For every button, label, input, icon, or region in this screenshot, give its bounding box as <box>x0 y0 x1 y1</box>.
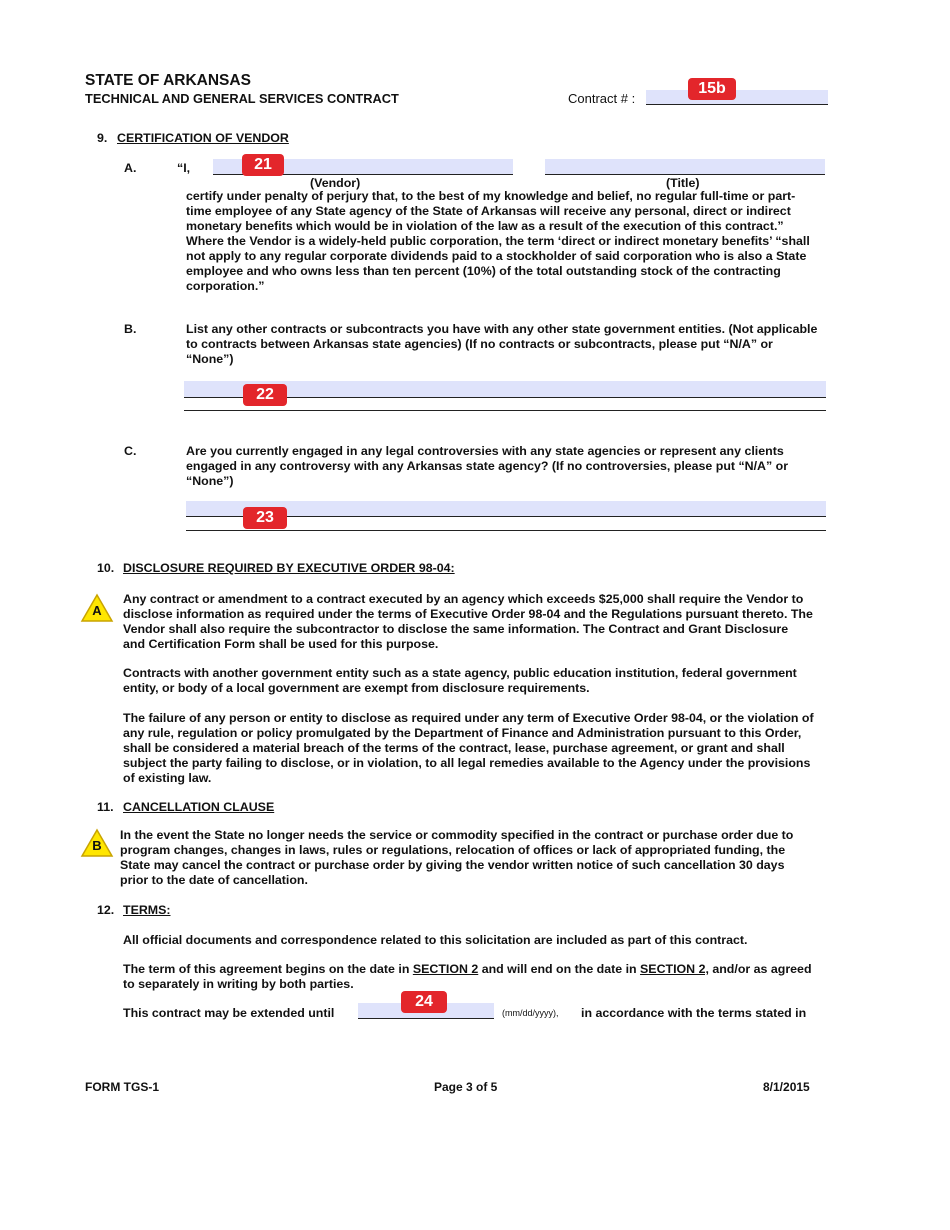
section-12-title: TERMS: <box>123 903 171 917</box>
warning-b-icon <box>80 828 114 858</box>
text-line: to contracts between Arkansas state agencies) (If no contracts or subcontracts, please put “N/A” or <box>186 337 773 351</box>
section-10-para-2 <box>123 666 845 696</box>
section-11-text <box>120 828 845 888</box>
text-line: List any other contracts or subcontracts you have with any other state government entities. (Not applicable <box>186 322 818 336</box>
text-line: of existing law. <box>123 771 212 785</box>
text-line: monetary benefits which would be in violation of the law as a result of the execution of this contract.” <box>186 219 784 233</box>
text-line: “None”) <box>186 474 234 488</box>
section-9-title: CERTIFICATION OF VENDOR <box>117 131 289 145</box>
section-10-para-3 <box>123 711 845 786</box>
section-2-ref: SECTION 2 <box>412 962 479 976</box>
text-line: engaged in any controversy with any Arkansas state agency? (If no controversies, please put “N/A” or <box>186 459 789 473</box>
text-run: The term of this agreement begins on the date in <box>123 962 413 976</box>
text-line: subject the party failing to disclose, or in violation, to all legal remedies available to the Agency under the provisions <box>123 756 811 770</box>
page-number: Page 3 of 5 <box>434 1080 498 1094</box>
text-line: “None”) <box>186 352 234 366</box>
form-id: FORM TGS-1 <box>85 1080 159 1094</box>
extend-tail-text: in accordance with the terms stated in <box>581 1006 807 1020</box>
contract-number-field[interactable] <box>646 90 828 105</box>
field-underline <box>184 410 826 411</box>
text-line: corporation.” <box>186 279 265 293</box>
text-line: Any contract or amendment to a contract executed by an agency which exceeds $25,000 shall require the Vendor to <box>123 592 804 606</box>
text-line: not apply to any regular corporate dividends paid to a stockholder of said corporation who is also a State <box>186 249 807 263</box>
text-line: In the event the State no longer needs the service or commodity specified in the contract or purchase order due to <box>120 828 794 842</box>
field-badge-22: 22 <box>243 384 287 406</box>
field-badge-24: 24 <box>401 991 447 1013</box>
field-badge-15b: 15b <box>688 78 736 100</box>
section-12-para-1: All official documents and correspondence related to this solicitation are included as part of this contract. <box>123 933 748 947</box>
text-line: certify under penalty of perjury that, to the best of my knowledge and belief, no regular full-time or part- <box>186 189 796 203</box>
section-9a-text <box>186 189 846 294</box>
title-caption: (Title) <box>666 176 700 190</box>
contract-type-heading: TECHNICAL AND GENERAL SERVICES CONTRACT <box>85 91 399 106</box>
section-2-ref: SECTION 2, <box>640 962 709 976</box>
open-quote: “I, <box>177 161 191 175</box>
date-format-hint: (mm/dd/yyyy), <box>502 1008 559 1018</box>
warning-a-icon <box>80 593 114 623</box>
warning-letter: B <box>92 838 102 853</box>
section-9c-letter: C. <box>124 444 137 458</box>
text-line: and Certification Form shall be used for this purpose. <box>123 637 439 651</box>
vendor-title-field[interactable] <box>545 159 825 175</box>
field-underline <box>186 530 826 531</box>
text-line: State may cancel the contract or purchase order by giving the vendor written notice of such cancellation 30 days <box>120 858 785 872</box>
warning-letter: A <box>92 603 102 618</box>
section-10-number: 10. <box>97 561 115 575</box>
text-line: any rule, regulation or policy promulgated by the Department of Finance and Administration pursuant to this Order, <box>123 726 802 740</box>
text-line: time employee of any State agency of the State of Arkansas will receive any personal, direct or indirect <box>186 204 791 218</box>
text-line: Where the Vendor is a widely-held public corporation, the term ‘direct or indirect monetary benefits’ “shall <box>186 234 810 248</box>
section-9c-text <box>186 444 846 489</box>
text-line: to separately in writing by both parties. <box>123 977 354 991</box>
text-run: and will end on the date in <box>478 962 641 976</box>
text-line: Vendor shall also require the subcontractor to disclose the same information. The Contract and Grant Disclosure <box>123 622 789 636</box>
text-line: program changes, changes in laws, rules or regulations, relocation of offices or lack of appropriated funding, the <box>120 843 786 857</box>
section-10-title: DISCLOSURE REQUIRED BY EXECUTIVE ORDER 98-04: <box>123 561 455 575</box>
section-11-number: 11. <box>97 800 114 814</box>
section-9b-text <box>186 322 846 367</box>
text-line: prior to the date of cancellation. <box>120 873 308 887</box>
field-badge-21: 21 <box>242 154 284 176</box>
text-line: shall be considered a material breach of the terms of the contract, lease, purchase agreement, or grant and shall <box>123 741 785 755</box>
section-10-para-1 <box>123 592 845 652</box>
section-11-title: CANCELLATION CLAUSE <box>123 800 275 814</box>
vendor-caption: (Vendor) <box>310 176 361 190</box>
field-badge-23: 23 <box>243 507 287 529</box>
text-line: disclose information as required under the terms of Executive Order 98-04 and the Regulations pursuant thereto. The <box>123 607 813 621</box>
text-line: employee and who owns less than ten percent (10%) of the total outstanding stock of the contracting <box>186 264 781 278</box>
section-9-number: 9. <box>97 131 108 145</box>
section-12-number: 12. <box>97 903 115 917</box>
extend-label: This contract may be extended until <box>123 1006 335 1020</box>
state-heading: STATE OF ARKANSAS <box>85 72 251 89</box>
text-line: The failure of any person or entity to disclose as required under any term of Executive Order 98-04, or the violation of <box>123 711 814 725</box>
text-line: Contracts with another government entity such as a state agency, public education institution, federal government <box>123 666 797 680</box>
text-run: and/or as agreed <box>708 962 812 976</box>
section-9b-letter: B. <box>124 322 137 336</box>
text-line: Are you currently engaged in any legal controversies with any state agencies or represent any clients <box>186 444 784 458</box>
text-line <box>123 962 845 977</box>
section-9a-letter: A. <box>124 161 137 175</box>
contract-number-label: Contract # : <box>568 91 636 106</box>
section-12-para-2 <box>123 962 845 992</box>
form-date: 8/1/2015 <box>763 1080 810 1094</box>
text-line: entity, or body of a local government are exempt from disclosure requirements. <box>123 681 590 695</box>
